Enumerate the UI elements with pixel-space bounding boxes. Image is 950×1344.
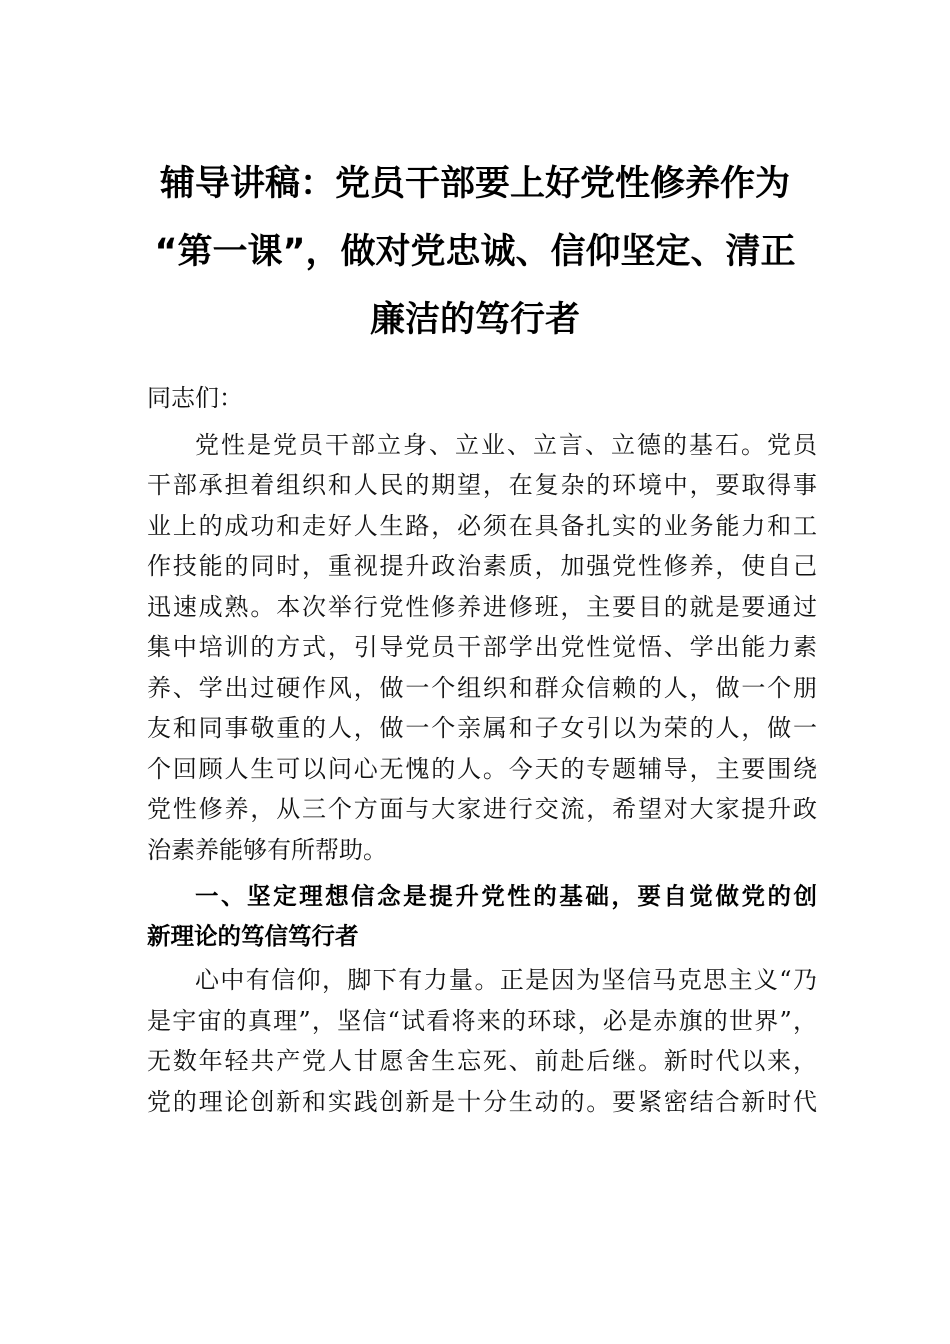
section-heading-1 [147,876,817,956]
salutation-line: 同志们： [147,384,243,412]
heading-line: 新理论的笃信笃行者 [147,922,359,950]
paragraph-line: 党的理论创新和实践创新是十分生动的。要紧密结合新时代 [147,1087,817,1116]
paragraph-line: 集中培训的方式，引导党员干部学出党性觉悟、学出能力素 [147,633,817,661]
title-line: 辅导讲稿：党员干部要上好党性修养作为 [159,164,790,204]
paragraph-line: 党性修养，从三个方面与大家进行交流，希望对大家提升政 [147,795,817,823]
title-line: “第一课”，做对党忠诚、信仰坚定、清正 [154,232,796,272]
paragraph-line: 养、学出过硬作风，做一个组织和群众信赖的人，做一个朋 [147,673,817,702]
paragraph-section-1 [147,960,817,1122]
document-title [120,150,830,354]
title-line: 廉洁的笃行者 [369,300,580,340]
paragraph-intro [147,425,817,871]
paragraph-line: 迅速成熟。本次举行党性修养进修班，主要目的就是要通过 [147,592,817,621]
paragraph-line: 无数年轻共产党人甘愿舍生忘死、前赴后继。新时代以来， [147,1047,817,1075]
paragraph-line: 个回顾人生可以问心无愧的人。今天的专题辅导，主要围绕 [147,754,817,783]
paragraph-line: 友和同事敬重的人，做一个亲属和子女引以为荣的人，做一 [147,714,817,742]
document-body [147,378,817,1122]
salutation [147,378,817,419]
paragraph-line: 干部承担着组织和人民的期望，在复杂的环境中，要取得事 [147,471,817,499]
paragraph-line: 是宇宙的真理”，坚信“试看将来的环球，必是赤旗的世界”， [147,1006,817,1035]
heading-line: 一、坚定理想信念是提升党性的基础，要自觉做党的创 [195,882,817,910]
paragraph-line: 作技能的同时，重视提升政治素质，加强党性修养，使自己 [147,552,817,580]
paragraph-line: 党性是党员干部立身、立业、立言、立德的基石。党员 [195,430,817,459]
paragraph-line: 治素养能够有所帮助。 [147,835,387,864]
paragraph-line: 业上的成功和走好人生路，必须在具备扎实的业务能力和工 [147,511,817,540]
paragraph-line: 心中有信仰，脚下有力量。正是因为坚信马克思主义“乃 [195,966,817,994]
